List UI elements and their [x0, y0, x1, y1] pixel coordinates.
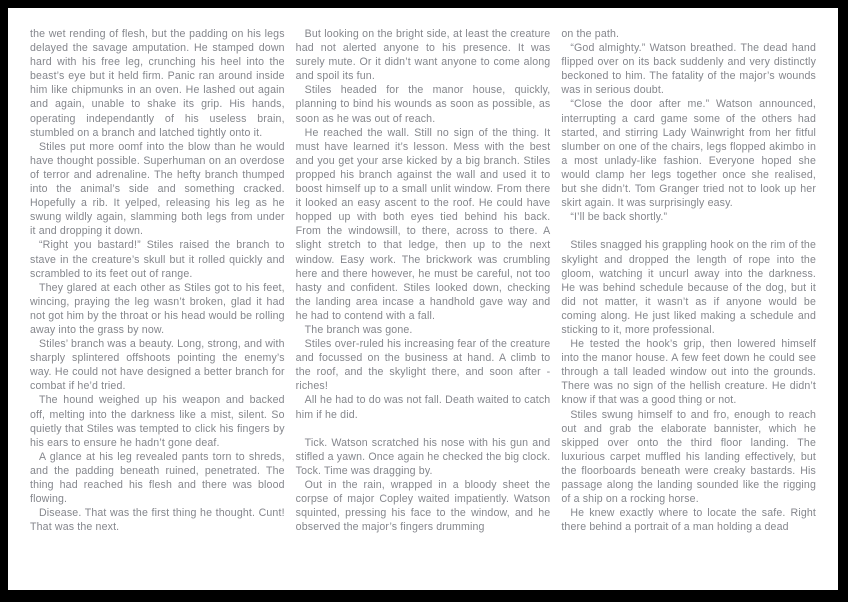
paragraph: Stiles put more oomf into the blow than he would have thought possible. Superhuman on an overdose of terror and adrenaline. The hefty branch thumped into the animal’s side and something cracked. Hopefully a rib. It yelped, releasing his leg as he swung wildly again, slamming both legs from under it and dropping it down. [30, 140, 285, 238]
paragraph: The hound weighed up his weapon and backed off, melting into the darkness like a mist, silent. So quietly that Stiles was tempted to click his fingers by his ears to ensure he hadn’t gone deaf. [30, 394, 285, 449]
paragraph: on the path. [561, 28, 620, 40]
paragraph: Out in the rain, wrapped in a bloody sheet the corpse of major Copley waited impatiently. Watson squinted, pressing his face to the window, and he observed the major’s fingers drumming [295, 479, 551, 534]
paragraph: Disease. That was the first thing he thought. Cunt! That was the next. [30, 507, 285, 534]
paragraph: “God almighty.” Watson breathed. The dead hand flipped over on its back suddenly and very distinctly beckoned to him. The fatality of the major’s wounds was in serious doubt. [561, 42, 817, 97]
paragraph: The branch was gone. [304, 323, 413, 336]
paragraph: All he had to do was not fall. Death waited to catch him if he did. [295, 394, 551, 421]
book-page [8, 8, 838, 590]
paragraph: Stiles swung himself to and fro, enough to reach out and grab the elaborate bannister, which he skipped over onto the third floor landing. The luxurious carpet muffled his landing effectively, but the floorboards beneath were creaky bastards. His passage along the landing sounded like the rigging of a ship on a rocking horse. [561, 408, 817, 506]
paragraph: “I’ll be back shortly.” [570, 211, 668, 224]
paragraph: But looking on the bright side, at least the creature had not alerted anyone to his presence. It was surely mute. Or it didn’t want anyone to come along and spoil its fun. [295, 28, 551, 83]
paragraph: “Right you bastard!” Stiles raised the branch to stave in the creature’s skull but it rolled quickly and scrambled to its feet out of range. [30, 239, 285, 280]
text-column-right [561, 27, 816, 590]
paragraph: the wet rending of flesh, but the padding on his legs delayed the savage amputation. He stamped down hard with his free leg, crunching his heel into the beast’s eye but it held firm. Panic ran around inside him like chipmunks in an oven. He lashed out again and again, unable to shake its grip. His hands, operating independantly of his useless brain, stumbled on a branch and latched tightly onto it. [30, 28, 285, 139]
paragraph: They glared at each other as Stiles got to his feet, wincing, praying the leg wasn’t broken, glad it had not got him by the throat or his head would be rolling away into the grass by now. [30, 281, 285, 336]
paragraph: A glance at his leg revealed pants torn to shreds, and the padding beneath ruined, penetrated. The thing had reached his flesh and there was blood flowing. [30, 450, 285, 506]
paragraph: He reached the wall. Still no sign of the thing. It must have learned it’s lesson. Mess with the best and you get your arse kicked by a big branch. Stiles propped his branch against the wall and used it to boost himself up to a small unlit window. From there it looked an easy ascent to the roof. He could have hopped up with both eyes tied behind his back. From the windowsill, to there, across to there. A slight stretch to that ledge, then up to the next window. Easy work. The brickwork was crumbling here and there however, he must be careful, not too hasty and confident. Stiles looked down, checking the landing area incase a handhold gave way and he had to contend with a fall. [295, 126, 551, 322]
text-column-left [30, 27, 285, 590]
text-columns [30, 27, 816, 590]
paragraph: He knew exactly where to locate the safe. Right there behind a portrait of a man holding a dead [561, 507, 817, 534]
paragraph: Stiles’ branch was a beauty. Long, strong, and with sharply splintered offshoots pointing the enemy’s way. He could not have designed a better branch for combat if he’d tried. [30, 338, 285, 393]
paragraph: Stiles snagged his grappling hook on the rim of the skylight and dropped the length of rope into the gloom, watching it uncurl away into the darkness. He was behind schedule because of the dog, but it did not matter, it wasn’t as if anyone would be coming along. He just liked making a schedule and sticking to it, more professional. [561, 239, 817, 336]
paragraph: Stiles headed for the manor house, quickly, planning to bind his wounds as soon as possible, as soon as he was out of reach. [295, 84, 551, 125]
paragraph: “Close the door after me.” Watson announced, interrupting a card game some of the others had started, and stirring Lady Wainwright from her fitful slumber on one of the chairs, legs flopped akimbo in a most unlady-like fashion. Everyone hoped she would clamp her legs together once she realised, but she didn’t. Tom Granger tried not to look up her skirt again. It was surprisingly easy. [561, 98, 817, 210]
paragraph: Stiles over-ruled his increasing fear of the creature and focussed on the business at hand. A climb to the roof, and the skylight there, and soon after - riches! [295, 338, 551, 393]
text-column-center [296, 27, 551, 590]
paragraph: He tested the hook’s grip, then lowered himself into the manor house. A few feet down he could see through a tall leaded window out into the grounds. There was no sign of the hellish creature. He didn’t know if that was a good thing or not. [561, 338, 817, 407]
paragraph: Tick. Watson scratched his nose with his gun and stifled a yawn. Once again he checked the big clock. Tock. Time was dragging by. [295, 436, 551, 477]
